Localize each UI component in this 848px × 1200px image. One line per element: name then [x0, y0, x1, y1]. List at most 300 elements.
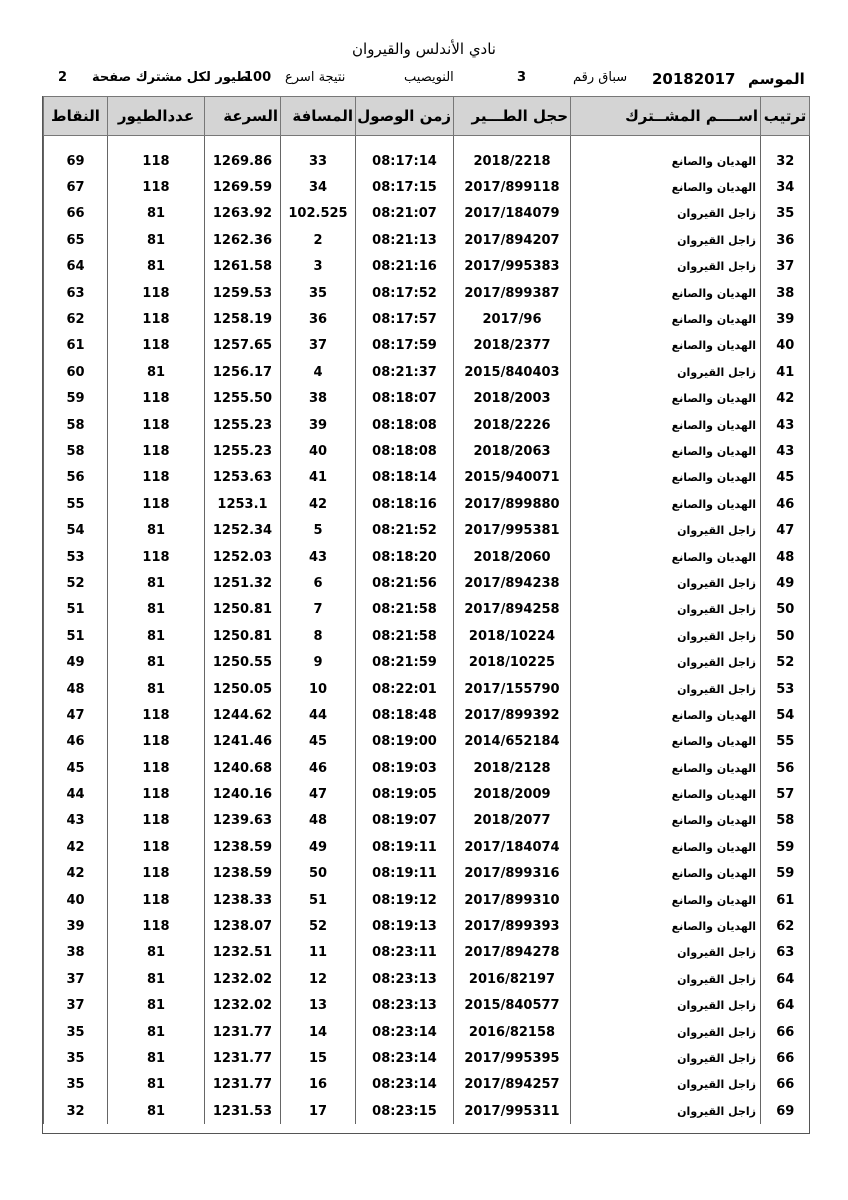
cell-speed: 1262.36 — [205, 227, 281, 253]
cell-speed: 1231.77 — [205, 1045, 281, 1071]
cell-distance: 5 — [281, 517, 356, 543]
cell-points: 40 — [44, 887, 108, 913]
race-label: سباق رقم — [573, 70, 628, 85]
cell-birds-count: 118 — [108, 702, 205, 728]
cell-birds-count: 118 — [108, 834, 205, 860]
cell-rank: 56 — [761, 755, 810, 781]
cell-rank: 48 — [761, 544, 810, 570]
cell-points: 64 — [44, 254, 108, 280]
cell-distance: 51 — [281, 887, 356, 913]
cell-points: 61 — [44, 333, 108, 359]
club-title: نادي الأندلس والقيروان — [352, 40, 496, 58]
cell-rank: 64 — [761, 993, 810, 1019]
cell-ring: 2018/2009 — [454, 781, 571, 807]
header-arrival-time: زمن الوصول — [356, 97, 454, 136]
cell-speed: 1250.81 — [205, 623, 281, 649]
cell-birds-count: 118 — [108, 861, 205, 887]
cell-rank: 46 — [761, 491, 810, 517]
cell-points: 67 — [44, 174, 108, 200]
cell-distance: 3 — [281, 254, 356, 280]
cell-participant: الهديان والصانع — [571, 412, 761, 438]
race-info-line — [0, 70, 848, 90]
cell-birds-count: 81 — [108, 993, 205, 1019]
results-table-body — [44, 136, 810, 1125]
cell-birds-count: 81 — [108, 201, 205, 227]
cell-birds-count: 81 — [108, 1045, 205, 1071]
cell-points: 42 — [44, 861, 108, 887]
table-row — [44, 280, 810, 306]
cell-arrival-time: 08:17:52 — [356, 280, 454, 306]
table-row — [44, 517, 810, 543]
cell-distance: 7 — [281, 597, 356, 623]
cell-ring: 2017/899880 — [454, 491, 571, 517]
cell-ring: 2018/2218 — [454, 148, 571, 174]
cell-speed: 1269.59 — [205, 174, 281, 200]
cell-participant: الهديان والصانع — [571, 702, 761, 728]
cell-birds-count: 81 — [108, 570, 205, 596]
cell-points: 51 — [44, 597, 108, 623]
cell-birds-count: 118 — [108, 729, 205, 755]
cell-participant: الهديان والصانع — [571, 174, 761, 200]
cell-points: 51 — [44, 623, 108, 649]
cell-points: 65 — [44, 227, 108, 253]
season-value: 20182017 — [652, 70, 736, 88]
cell-speed: 1239.63 — [205, 808, 281, 834]
table-row — [44, 465, 810, 491]
cell-ring: 2015/840577 — [454, 993, 571, 1019]
cell-participant: زاجل القيروان — [571, 201, 761, 227]
cell-speed: 1261.58 — [205, 254, 281, 280]
cell-birds-count: 81 — [108, 940, 205, 966]
cell-arrival-time: 08:18:16 — [356, 491, 454, 517]
cell-arrival-time: 08:23:15 — [356, 1098, 454, 1124]
cell-distance: 45 — [281, 729, 356, 755]
cell-points: 47 — [44, 702, 108, 728]
cell-ring: 2017/894278 — [454, 940, 571, 966]
cell-birds-count: 118 — [108, 438, 205, 464]
cell-arrival-time: 08:21:52 — [356, 517, 454, 543]
cell-arrival-time: 08:17:59 — [356, 333, 454, 359]
cell-participant: الهديان والصانع — [571, 333, 761, 359]
cell-distance: 47 — [281, 781, 356, 807]
cell-rank: 59 — [761, 861, 810, 887]
table-row — [44, 412, 810, 438]
cell-rank: 69 — [761, 1098, 810, 1124]
cell-arrival-time: 08:21:07 — [356, 201, 454, 227]
cell-speed: 1269.86 — [205, 148, 281, 174]
cell-birds-count: 81 — [108, 1098, 205, 1124]
table-row — [44, 359, 810, 385]
cell-participant: زاجل القيروان — [571, 517, 761, 543]
cell-distance: 34 — [281, 174, 356, 200]
cell-points: 58 — [44, 412, 108, 438]
cell-birds-count: 118 — [108, 174, 205, 200]
table-row — [44, 386, 810, 412]
cell-participant: زاجل القيروان — [571, 227, 761, 253]
cell-birds-count: 81 — [108, 227, 205, 253]
cell-distance: 44 — [281, 702, 356, 728]
cell-rank: 52 — [761, 649, 810, 675]
cell-speed: 1238.33 — [205, 887, 281, 913]
cell-distance: 39 — [281, 412, 356, 438]
table-row — [44, 544, 810, 570]
cell-ring: 2017/899316 — [454, 861, 571, 887]
cell-rank: 43 — [761, 438, 810, 464]
cell-arrival-time: 08:21:58 — [356, 623, 454, 649]
cell-birds-count: 81 — [108, 254, 205, 280]
cell-ring: 2015/840403 — [454, 359, 571, 385]
cell-speed: 1231.77 — [205, 1072, 281, 1098]
cell-points: 66 — [44, 201, 108, 227]
table-row — [44, 966, 810, 992]
cell-distance: 9 — [281, 649, 356, 675]
cell-ring: 2017/184079 — [454, 201, 571, 227]
cell-ring: 2017/995383 — [454, 254, 571, 280]
cell-participant: زاجل القيروان — [571, 649, 761, 675]
cell-distance: 102.525 — [281, 201, 356, 227]
cell-participant: الهديان والصانع — [571, 755, 761, 781]
cell-arrival-time: 08:22:01 — [356, 676, 454, 702]
page-number: 2 — [58, 70, 68, 85]
cell-participant: الهديان والصانع — [571, 465, 761, 491]
cell-rank: 47 — [761, 517, 810, 543]
table-row — [44, 1072, 810, 1098]
table-row — [44, 597, 810, 623]
results-table-frame — [42, 96, 810, 1134]
cell-rank: 54 — [761, 702, 810, 728]
cell-distance: 33 — [281, 148, 356, 174]
table-row — [44, 781, 810, 807]
cell-distance: 50 — [281, 861, 356, 887]
cell-rank: 49 — [761, 570, 810, 596]
results-table — [43, 96, 810, 1124]
cell-speed: 1256.17 — [205, 359, 281, 385]
cell-points: 32 — [44, 1098, 108, 1124]
cell-rank: 58 — [761, 808, 810, 834]
cell-points: 46 — [44, 729, 108, 755]
cell-birds-count: 81 — [108, 517, 205, 543]
header-ring: حجل الطـــير — [454, 97, 571, 136]
table-row — [44, 333, 810, 359]
cell-points: 60 — [44, 359, 108, 385]
cell-distance: 36 — [281, 306, 356, 332]
cell-rank: 66 — [761, 1019, 810, 1045]
cell-points: 39 — [44, 913, 108, 939]
cell-speed: 1238.59 — [205, 834, 281, 860]
cell-speed: 1238.59 — [205, 861, 281, 887]
cell-distance: 49 — [281, 834, 356, 860]
cell-birds-count: 118 — [108, 148, 205, 174]
cell-speed: 1232.51 — [205, 940, 281, 966]
cell-points: 52 — [44, 570, 108, 596]
table-row — [44, 306, 810, 332]
header-distance: المسافة — [281, 97, 356, 136]
cell-ring: 2017/155790 — [454, 676, 571, 702]
table-row — [44, 808, 810, 834]
cell-distance: 17 — [281, 1098, 356, 1124]
table-row — [44, 491, 810, 517]
table-header-row — [44, 97, 810, 136]
cell-speed: 1232.02 — [205, 993, 281, 1019]
cell-birds-count: 81 — [108, 649, 205, 675]
cell-ring: 2018/2077 — [454, 808, 571, 834]
cell-participant: الهديان والصانع — [571, 808, 761, 834]
table-row — [44, 913, 810, 939]
cell-rank: 62 — [761, 913, 810, 939]
cell-distance: 12 — [281, 966, 356, 992]
cell-participant: الهديان والصانع — [571, 491, 761, 517]
cell-distance: 38 — [281, 386, 356, 412]
cell-speed: 1240.16 — [205, 781, 281, 807]
cell-rank: 55 — [761, 729, 810, 755]
cell-arrival-time: 08:23:14 — [356, 1072, 454, 1098]
cell-ring: 2018/10224 — [454, 623, 571, 649]
cell-birds-count: 118 — [108, 887, 205, 913]
result-label: نتيجة اسرع — [285, 70, 346, 85]
cell-ring: 2017/899393 — [454, 913, 571, 939]
cell-distance: 15 — [281, 1045, 356, 1071]
cell-ring: 2017/899387 — [454, 280, 571, 306]
cell-speed: 1263.92 — [205, 201, 281, 227]
cell-participant: الهديان والصانع — [571, 887, 761, 913]
cell-points: 45 — [44, 755, 108, 781]
cell-points: 35 — [44, 1019, 108, 1045]
cell-arrival-time: 08:19:03 — [356, 755, 454, 781]
cell-distance: 48 — [281, 808, 356, 834]
cell-ring: 2018/2128 — [454, 755, 571, 781]
cell-speed: 1251.32 — [205, 570, 281, 596]
cell-speed: 1252.03 — [205, 544, 281, 570]
cell-rank: 41 — [761, 359, 810, 385]
table-row — [44, 993, 810, 1019]
cell-ring: 2018/2003 — [454, 386, 571, 412]
cell-arrival-time: 08:21:59 — [356, 649, 454, 675]
cell-participant: زاجل القيروان — [571, 623, 761, 649]
cell-speed: 1231.77 — [205, 1019, 281, 1045]
cell-ring: 2017/184074 — [454, 834, 571, 860]
cell-arrival-time: 08:23:14 — [356, 1045, 454, 1071]
result-count: 100 — [244, 70, 272, 85]
table-row — [44, 940, 810, 966]
cell-birds-count: 81 — [108, 597, 205, 623]
cell-distance: 4 — [281, 359, 356, 385]
cell-speed: 1250.55 — [205, 649, 281, 675]
cell-arrival-time: 08:18:14 — [356, 465, 454, 491]
cell-rank: 45 — [761, 465, 810, 491]
cell-participant: زاجل القيروان — [571, 359, 761, 385]
cell-ring: 2017/899118 — [454, 174, 571, 200]
cell-points: 44 — [44, 781, 108, 807]
cell-points: 59 — [44, 386, 108, 412]
cell-ring: 2017/899392 — [454, 702, 571, 728]
cell-speed: 1257.65 — [205, 333, 281, 359]
cell-arrival-time: 08:19:11 — [356, 834, 454, 860]
header-points: النقاط — [44, 97, 108, 136]
cell-speed: 1259.53 — [205, 280, 281, 306]
table-row — [44, 887, 810, 913]
cell-arrival-time: 08:21:37 — [356, 359, 454, 385]
cell-arrival-time: 08:21:16 — [356, 254, 454, 280]
cell-arrival-time: 08:23:14 — [356, 1019, 454, 1045]
cell-arrival-time: 08:19:05 — [356, 781, 454, 807]
cell-birds-count: 118 — [108, 306, 205, 332]
cell-rank: 32 — [761, 148, 810, 174]
cell-rank: 66 — [761, 1045, 810, 1071]
table-row — [44, 623, 810, 649]
cell-arrival-time: 08:23:13 — [356, 993, 454, 1019]
cell-points: 49 — [44, 649, 108, 675]
table-row — [44, 201, 810, 227]
cell-ring: 2017/995381 — [454, 517, 571, 543]
cell-arrival-time: 08:19:00 — [356, 729, 454, 755]
table-row — [44, 227, 810, 253]
cell-participant: الهديان والصانع — [571, 781, 761, 807]
cell-points: 54 — [44, 517, 108, 543]
cell-speed: 1255.23 — [205, 412, 281, 438]
cell-speed: 1240.68 — [205, 755, 281, 781]
cell-arrival-time: 08:18:48 — [356, 702, 454, 728]
cell-arrival-time: 08:18:08 — [356, 412, 454, 438]
cell-distance: 42 — [281, 491, 356, 517]
cell-distance: 37 — [281, 333, 356, 359]
cell-points: 48 — [44, 676, 108, 702]
cell-distance: 11 — [281, 940, 356, 966]
cell-arrival-time: 08:21:13 — [356, 227, 454, 253]
cell-speed: 1253.63 — [205, 465, 281, 491]
cell-participant: الهديان والصانع — [571, 861, 761, 887]
table-row — [44, 1019, 810, 1045]
cell-points: 62 — [44, 306, 108, 332]
cell-birds-count: 118 — [108, 386, 205, 412]
cell-points: 63 — [44, 280, 108, 306]
cell-arrival-time: 08:17:14 — [356, 148, 454, 174]
cell-participant: الهديان والصانع — [571, 438, 761, 464]
cell-birds-count: 81 — [108, 676, 205, 702]
cell-birds-count: 118 — [108, 412, 205, 438]
table-row — [44, 729, 810, 755]
cell-distance: 35 — [281, 280, 356, 306]
cell-participant: زاجل القيروان — [571, 966, 761, 992]
cell-rank: 39 — [761, 306, 810, 332]
cell-participant: زاجل القيروان — [571, 1072, 761, 1098]
cell-ring: 2018/2226 — [454, 412, 571, 438]
cell-participant: الهديان والصانع — [571, 148, 761, 174]
cell-participant: الهديان والصانع — [571, 280, 761, 306]
cell-participant: زاجل القيروان — [571, 676, 761, 702]
table-row — [44, 649, 810, 675]
cell-distance: 8 — [281, 623, 356, 649]
season-label: الموسم — [748, 70, 805, 88]
cell-points: 37 — [44, 966, 108, 992]
cell-rank: 40 — [761, 333, 810, 359]
cell-participant: زاجل القيروان — [571, 1019, 761, 1045]
cell-distance: 52 — [281, 913, 356, 939]
table-row — [44, 861, 810, 887]
cell-speed: 1244.62 — [205, 702, 281, 728]
cell-distance: 2 — [281, 227, 356, 253]
cell-birds-count: 118 — [108, 465, 205, 491]
cell-ring: 2017/995311 — [454, 1098, 571, 1124]
cell-rank: 59 — [761, 834, 810, 860]
cell-speed: 1255.23 — [205, 438, 281, 464]
cell-participant: الهديان والصانع — [571, 834, 761, 860]
cell-arrival-time: 08:21:56 — [356, 570, 454, 596]
cell-ring: 2014/652184 — [454, 729, 571, 755]
cell-participant: الهديان والصانع — [571, 386, 761, 412]
cell-rank: 64 — [761, 966, 810, 992]
cell-rank: 37 — [761, 254, 810, 280]
cell-points: 55 — [44, 491, 108, 517]
cell-ring: 2018/2060 — [454, 544, 571, 570]
cell-distance: 14 — [281, 1019, 356, 1045]
table-row — [44, 438, 810, 464]
cell-birds-count: 81 — [108, 1019, 205, 1045]
cell-speed: 1253.1 — [205, 491, 281, 517]
cell-arrival-time: 08:18:07 — [356, 386, 454, 412]
cell-birds-count: 118 — [108, 333, 205, 359]
cell-birds-count: 118 — [108, 808, 205, 834]
cell-speed: 1250.05 — [205, 676, 281, 702]
cell-ring: 2017/96 — [454, 306, 571, 332]
cell-ring: 2018/10225 — [454, 649, 571, 675]
cell-birds-count: 118 — [108, 491, 205, 517]
cell-participant: زاجل القيروان — [571, 940, 761, 966]
cell-birds-count: 81 — [108, 623, 205, 649]
cell-arrival-time: 08:21:58 — [356, 597, 454, 623]
table-row — [44, 702, 810, 728]
cell-participant: الهديان والصانع — [571, 544, 761, 570]
cell-ring: 2017/899310 — [454, 887, 571, 913]
cell-points: 35 — [44, 1072, 108, 1098]
cell-distance: 13 — [281, 993, 356, 1019]
cell-ring: 2016/82197 — [454, 966, 571, 992]
cell-distance: 10 — [281, 676, 356, 702]
cell-birds-count: 81 — [108, 359, 205, 385]
cell-rank: 66 — [761, 1072, 810, 1098]
cell-arrival-time: 08:23:13 — [356, 966, 454, 992]
cell-participant: الهديان والصانع — [571, 913, 761, 939]
table-spacer-row — [44, 136, 810, 149]
cell-points: 37 — [44, 993, 108, 1019]
cell-birds-count: 81 — [108, 966, 205, 992]
header-participant: اســــم المشــترك — [571, 97, 761, 136]
cell-points: 35 — [44, 1045, 108, 1071]
cell-points: 69 — [44, 148, 108, 174]
cell-points: 58 — [44, 438, 108, 464]
cell-points: 56 — [44, 465, 108, 491]
cell-arrival-time: 08:19:11 — [356, 861, 454, 887]
cell-distance: 40 — [281, 438, 356, 464]
cell-rank: 61 — [761, 887, 810, 913]
cell-rank: 50 — [761, 597, 810, 623]
cell-rank: 53 — [761, 676, 810, 702]
cell-ring: 2018/2063 — [454, 438, 571, 464]
cell-participant: زاجل القيروان — [571, 597, 761, 623]
cell-points: 42 — [44, 834, 108, 860]
table-row — [44, 834, 810, 860]
cell-arrival-time: 08:19:07 — [356, 808, 454, 834]
table-row — [44, 1098, 810, 1124]
cell-arrival-time: 08:19:13 — [356, 913, 454, 939]
cell-participant: زاجل القيروان — [571, 1045, 761, 1071]
cell-points: 38 — [44, 940, 108, 966]
cell-participant: الهديان والصانع — [571, 306, 761, 332]
header-birds-count: عددالطيور — [108, 97, 205, 136]
cell-rank: 36 — [761, 227, 810, 253]
cell-ring: 2017/995395 — [454, 1045, 571, 1071]
cell-birds-count: 118 — [108, 544, 205, 570]
cell-rank: 57 — [761, 781, 810, 807]
